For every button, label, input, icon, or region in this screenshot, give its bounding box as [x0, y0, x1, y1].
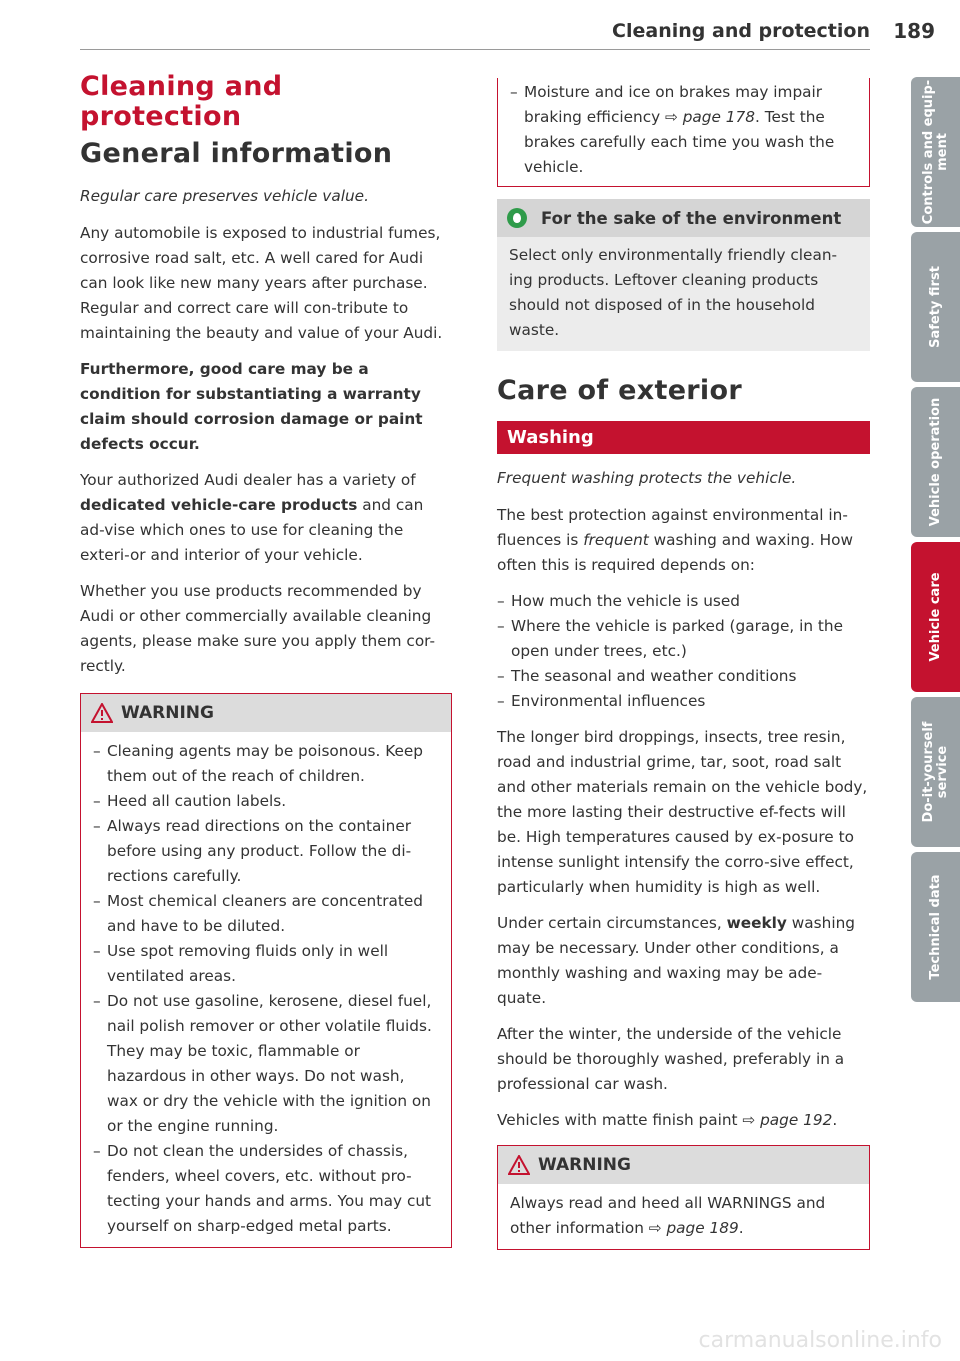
warning-list-item: – Use spot removing fluids only in well ventilated areas.: [93, 939, 439, 989]
warning-header: [498, 1146, 869, 1184]
section-title-general: General information: [80, 138, 393, 169]
warning-list-item: – Heed all caution labels.: [93, 789, 439, 814]
paragraph-r3: [497, 911, 870, 1011]
warning-box-right: [497, 1145, 870, 1250]
warning-text: Always read and heed all WARNINGS and other information: [510, 1194, 826, 1237]
chapter-tab-label-line-1: Do-it-yourself: [920, 721, 936, 823]
chapter-tab-label-line-1: Vehicle care: [927, 572, 943, 662]
warning-list-item: – Do not use gasoline, kerosene, diesel fuel, nail polish remover or other volatile fluids. They may be toxic, flammable or hazardous in other ways. Do not wash, wax or dry the vehicle with the ignition on or the engine running.: [93, 989, 439, 1139]
warning-triangle-icon: [91, 703, 113, 723]
paragraph-3-bold: dedicated vehicle-care products: [80, 496, 358, 514]
paragraph-3-c: and can ad-vise which ones to use for cleaning the exteri-or and interior of your vehicle.: [80, 496, 424, 564]
paragraph-r1-emphasis: frequent: [583, 531, 649, 549]
chapter-title-line-1: Cleaning and: [80, 71, 283, 102]
warning-list-item: – Always read directions on the container before using any product. Follow the di-rections carefully.: [93, 814, 439, 889]
chapter-tab-label: [929, 398, 943, 526]
paragraph-r3-a: Under certain circumstances,: [497, 914, 727, 932]
conditions-list: [497, 589, 870, 714]
warning-body: [81, 732, 451, 1247]
left-column: [80, 72, 452, 1248]
paragraph-r3-bold: weekly: [726, 914, 787, 932]
paragraph-r1: [497, 503, 870, 578]
right-column: [497, 78, 870, 1250]
chapter-tab-3[interactable]: [911, 542, 960, 692]
chapter-tab-label-line-1: Safety first: [927, 266, 943, 348]
page-reference-link[interactable]: ⇨ page 178: [665, 108, 755, 126]
page-number: 189: [893, 19, 935, 43]
paragraph-r5-end: .: [832, 1111, 838, 1129]
warning-list-item: – Cleaning agents may be poisonous. Keep them out of the reach of children.: [93, 739, 439, 789]
lead-washing: Frequent washing protects the vehicle.: [497, 469, 797, 487]
chapter-title-line-2: protection: [80, 101, 242, 132]
warning-title: WARNING: [121, 702, 214, 723]
chapter-tab-label: [929, 874, 943, 979]
running-head: Cleaning and protection: [612, 20, 870, 42]
paragraph-r2: The longer bird droppings, insects, tree resin, road and industrial grime, tar, soot, road salt and other materials remain on the vehicle body, the more lasting their destructive ef-fects will be. High temperatures caused by ex-posure to intense sunlight intensify the corro-sive effect, particularly when humidity is high as well.: [497, 728, 868, 896]
paragraph-r4: After the winter, the underside of the vehicle should be thoroughly washed, preferably in a professional car wash.: [497, 1025, 845, 1093]
warning-list-item: – Do not clean the undersides of chassis, fenders, wheel covers, etc. without pro-tecting your hands and arms. You may cut yourself on sharp-edged metal parts.: [93, 1139, 439, 1239]
chapter-tab-1[interactable]: [911, 232, 960, 382]
warning-body: [498, 1184, 869, 1249]
environment-leaf-icon: [507, 208, 527, 228]
chapter-tab-2[interactable]: [911, 387, 960, 537]
warning-text-end: .: [738, 1219, 744, 1237]
paragraph-3-a: Your authorized Audi dealer has a variety of: [80, 471, 416, 489]
chapter-tab-label-line-1: Controls and equip-: [920, 79, 936, 225]
continuation-text: Moisture and ice on brakes may impair braking efficiency: [524, 83, 823, 126]
chapter-tab-label: [929, 266, 943, 348]
lead-general: Regular care preserves vehicle value.: [80, 187, 369, 205]
chapter-tab-label: [922, 722, 950, 823]
chapter-tab-4[interactable]: [911, 697, 960, 847]
paragraph-4: Whether you use products recommended by Audi or other commercially available cleaning agents, please make sure you apply them cor-rectly.: [80, 582, 436, 675]
paragraph-1: Any automobile is exposed to industrial fumes, corrosive road salt, etc. A well cared for Audi can look like new many years after purchase. Regular and correct care will con-tribute to maintaining the beauty and value of your Audi.: [80, 224, 443, 342]
paragraph-3: [80, 468, 452, 568]
continuation-text-end: . Test the brakes carefully each time you wash the vehicle.: [524, 108, 835, 176]
warning-list: [93, 739, 439, 1239]
environment-note-box: [497, 199, 870, 351]
header-rule: [80, 49, 870, 50]
paragraph-r5-a: Vehicles with matte finish paint: [497, 1111, 743, 1129]
warning-header: [81, 694, 451, 732]
warning-continuation-box: [497, 78, 870, 187]
warning-box-left: [80, 693, 452, 1248]
chapter-tab-label-line-1: Vehicle operation: [927, 397, 943, 527]
chapter-title: [80, 72, 452, 132]
paragraph-r1-b: washing and waxing. How often this is required depends on:: [497, 531, 854, 574]
environment-header: [497, 199, 870, 237]
page-reference-link[interactable]: ⇨ page 189: [648, 1219, 739, 1237]
environment-title: For the sake of the environment: [541, 208, 842, 228]
chapter-tab-0[interactable]: [911, 77, 960, 227]
warning-title: WARNING: [538, 1154, 631, 1175]
chapter-tab-label-line-1: Technical data: [927, 874, 943, 980]
watermark: carmanualsonline.info: [698, 1328, 942, 1353]
list-item: – Where the vehicle is parked (garage, in the open under trees, etc.): [497, 614, 870, 664]
paragraph-r5: [497, 1108, 870, 1133]
list-item: [510, 80, 857, 180]
section-title-exterior: Care of exterior: [497, 375, 742, 406]
warning-triangle-icon: [508, 1155, 530, 1175]
paragraph-r1-a: The best protection against environmental in-fluences is: [497, 506, 848, 549]
chapter-tab-label-line-2: ment: [934, 133, 950, 171]
chapter-tab-label-line-2: service: [934, 745, 950, 799]
chapter-tab-5[interactable]: [911, 852, 960, 1002]
paragraph-2: Furthermore, good care may be a condition for substantiating a warranty claim should corrosion damage or paint defects occur.: [80, 360, 423, 453]
list-item: – The seasonal and weather conditions: [497, 664, 870, 689]
subsection-bar-washing: Washing: [497, 421, 870, 454]
environment-body: Select only environmentally friendly clean-ing products. Leftover cleaning products should not disposed of in the household waste.: [509, 246, 838, 339]
list-item: – How much the vehicle is used: [497, 589, 870, 614]
list-item: – Environmental influences: [497, 689, 870, 714]
chapter-tab-label: [922, 80, 950, 224]
paragraph-r3-b: washing may be necessary. Under other conditions, a monthly washing and waxing may be ade-quate.: [497, 914, 855, 1007]
warning-list-item: – Most chemical cleaners are concentrated and have to be diluted.: [93, 889, 439, 939]
page-reference-link[interactable]: ⇨ page 192: [742, 1111, 833, 1129]
continuation-list: [510, 80, 857, 180]
chapter-tab-label: [929, 572, 943, 661]
